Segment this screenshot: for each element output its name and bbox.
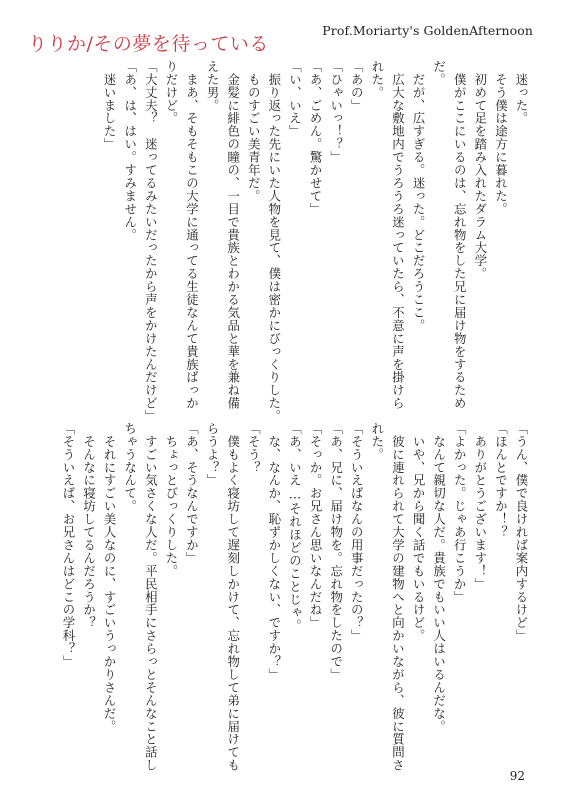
text-line: 僕がここにいるのは、忘れ物をした兄に届け物をするため <box>452 60 468 410</box>
text-line: 「よかった。じゃあ行こうか」 <box>452 422 468 604</box>
text-line: そう僕は途方に暮れた。 <box>493 60 509 216</box>
text-line: 「あ、そうなんですか」 <box>184 422 200 565</box>
text-line: そんなに寝坊してるんだろうか？ <box>81 422 97 630</box>
text-line: 初めて足を踏み入れたダラム大学。 <box>472 60 488 281</box>
text-line: 「あ、いえ…それほどのことじゃ。 <box>287 422 303 632</box>
text-line: らうよ？」 <box>205 422 221 487</box>
text-line: ちょっとびっくりした。 <box>163 422 179 578</box>
text-line: だが、広すぎる。迷った。どこだろうここ。 <box>411 60 427 332</box>
text-line: 迷った。 <box>514 60 529 125</box>
text-line: ちゃうなんて。 <box>122 422 138 513</box>
text-line: まあ、そもそもこの大学に通ってる生徒なんて貴族ばっか <box>184 60 200 410</box>
text-line: 振り返った先にいた人物を見て、僕は密かにびっくりした。 <box>266 60 282 423</box>
series-title: Prof.Moriarty's GoldenAfternoon <box>322 23 533 38</box>
text-line: 僕もよく寝坊して遅刻しかけて、忘れ物して弟に届けても <box>225 422 241 772</box>
text-line: 「そういえばなんの用事だったの？」 <box>349 422 365 643</box>
text-block-bottom <box>57 422 531 772</box>
text-line: なんて親切な人だ。貴族でもいい人はいるんだな。 <box>431 422 447 733</box>
text-line: 彼に連れられて大学の建物へと向かいながら、彼に質問さ <box>390 422 406 772</box>
text-line: れた。 <box>369 60 385 99</box>
text-line: 「あ、ごめん。驚かせて」 <box>308 60 324 216</box>
text-line: 「ほんとですか！？ <box>493 422 509 539</box>
text-line: りだけど。 <box>163 60 179 125</box>
text-line: だ。 <box>431 60 447 86</box>
text-line: ものすごい美青年だ。 <box>246 60 262 203</box>
text-line: 金髪に緋色の瞳の、一目で貴族とわかる気品と華を兼ね備 <box>225 60 241 410</box>
text-line: えた男。 <box>205 60 221 112</box>
text-line: 「そういえば、お兄さんはどこの学科？」 <box>60 422 76 669</box>
text-line: いや、兄から聞く話でもいるけど。 <box>411 422 427 643</box>
text-line: ありがとうございます！」 <box>472 422 488 591</box>
text-line: それにすごい美人なのに、すごいうっかりさんだ。 <box>102 422 118 733</box>
text-line: 「い、いえ」 <box>287 60 303 138</box>
text-line: 「あ、兄に、届け物を。忘れ物をしたので」 <box>328 422 344 681</box>
text-line: れた。 <box>369 422 385 461</box>
text-line: な、なんか、恥ずかしくない、ですか？」 <box>266 422 282 681</box>
page-number: 92 <box>509 769 525 783</box>
text-line: 迷いました」 <box>102 60 118 151</box>
chapter-title: りりか/その夢を待っている <box>28 33 269 55</box>
text-line: 「そう？ <box>246 422 262 474</box>
text-line: 広大な敷地内でうろうろ迷っていたら、不意に声を掛けら <box>390 60 406 410</box>
text-line: 「ひゃいっ！？」 <box>328 60 344 164</box>
text-line: 「あ、は、はい。すみません。 <box>122 60 138 242</box>
text-line: 「そっか。お兄さん思いなんだね」 <box>308 422 324 630</box>
text-line: 「うん、僕で良ければ案内するけど」 <box>514 422 529 643</box>
text-line: 「あの」 <box>349 60 365 112</box>
text-block-top <box>99 60 531 423</box>
text-line: 「大丈夫？ 迷ってるみたいだったから声をかけたんだけど」 <box>143 60 159 423</box>
text-line: すごい気さくな人だ。平民相手にさらっとそんなこと話し <box>143 422 159 772</box>
